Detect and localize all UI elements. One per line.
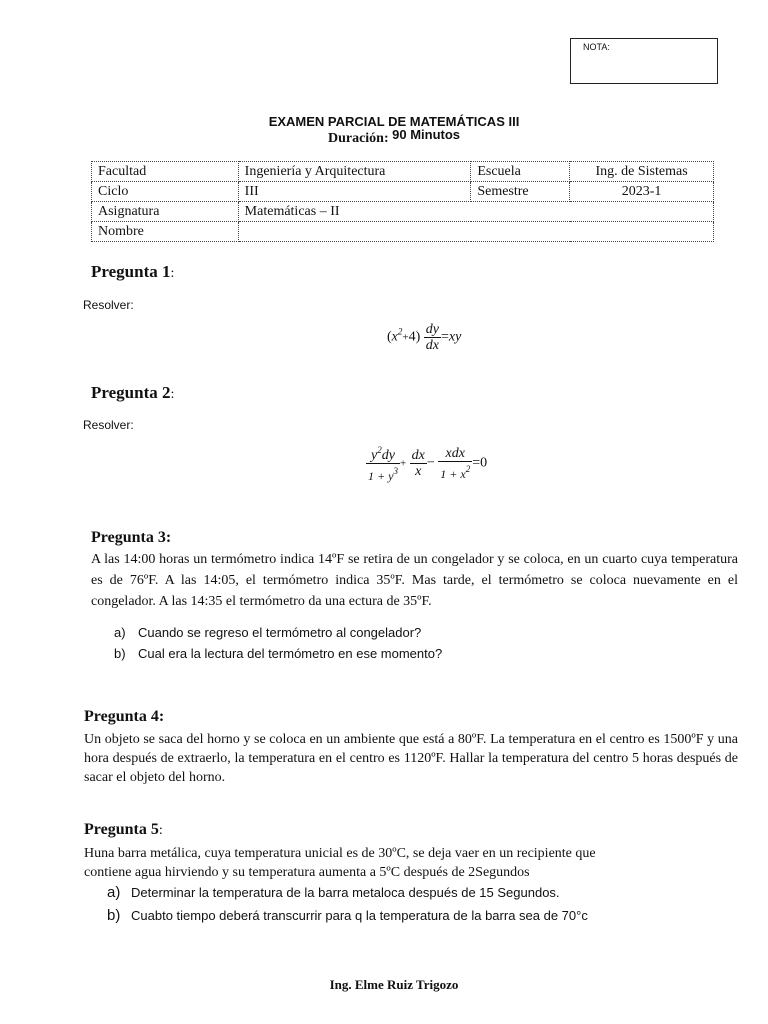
- table-cell: 2023-1: [570, 182, 714, 202]
- question-2-title-text: Pregunta 2: [91, 383, 171, 402]
- eq-numerator: [366, 443, 400, 464]
- question-3-title: Pregunta 3:: [91, 529, 172, 546]
- question-5-item-a: [107, 884, 560, 901]
- question-4-title: Pregunta 4:: [84, 708, 165, 725]
- question-3-text: A las 14:00 horas un termómetro indica 14ºF se retira de un congelador y se coloca, en un cuarto cuya temperatura es de 76ºF. A las 14:05, el termómetro indica 35ºF. Mas tarde, el termómetro se coloca nuevamente en el congelador. A las 14:35 el termómetro da una ectura de 35ºF.: [91, 552, 738, 609]
- table-cell: Matemáticas – II: [238, 202, 713, 222]
- eq-numerator: dy: [425, 322, 439, 337]
- question-1-title-text: Pregunta 1: [91, 262, 171, 281]
- question-2-equation: [366, 443, 487, 484]
- exam-duration: [0, 127, 768, 147]
- item-label: a): [114, 625, 126, 640]
- eq-paren: (: [387, 329, 392, 345]
- table-cell: Ingeniería y Arquitectura: [238, 162, 471, 182]
- grade-label: [583, 42, 610, 52]
- question-1-equation: [387, 322, 461, 353]
- table-cell: Nombre: [92, 222, 239, 242]
- table-cell: Asignatura: [92, 202, 239, 222]
- item-text: Cuando se regreso el termómetro al congelador?: [138, 625, 422, 640]
- question-5-text-line-2: contiene agua hirviendo y su temperatura aumenta a 5ºC después de 2Segundos: [84, 865, 530, 880]
- eq-numerator: xdx: [438, 446, 472, 462]
- question-2-title-colon: :: [170, 387, 175, 402]
- table-row: [92, 222, 714, 242]
- table-cell: Semestre: [471, 182, 570, 202]
- duration-value: 90 Minutos: [392, 127, 461, 142]
- item-label: a): [107, 884, 121, 901]
- eq-term: xy: [448, 329, 462, 345]
- exam-title: EXAMEN PARCIAL DE MATEMÁTICAS III: [268, 114, 520, 129]
- eq-operator: +: [399, 457, 407, 470]
- item-text: Determinar la temperatura de la barra metaloca después de 15 Segundos.: [131, 885, 560, 900]
- question-2-instruction: Resolver:: [83, 418, 134, 432]
- eq-term: 1 + y: [368, 469, 394, 483]
- student-info-table: [91, 161, 714, 242]
- teacher-signature: Ing. Elme Ruiz Trigozo: [329, 977, 459, 992]
- eq-term: 4: [408, 329, 416, 345]
- item-text: Cuabto tiempo deberá transcurrir para q la temperatura de la barra sea de 70°c: [131, 908, 588, 923]
- table-cell: Ing. de Sistemas: [570, 162, 714, 182]
- question-5-text-line-1: Huna barra metálica, cuya temperatura unicial es de 30ºC, se deja vaer en un recipiente que: [84, 846, 596, 861]
- question-5-title-colon: :: [158, 823, 163, 838]
- grade-label-text: NOTA: [583, 42, 608, 52]
- question-5-title: [84, 821, 163, 839]
- eq-fraction: [438, 446, 472, 482]
- eq-denominator: [438, 462, 472, 482]
- eq-exponent: 2: [397, 326, 403, 337]
- duration-label: Duración:: [327, 131, 389, 146]
- table-cell: Ciclo: [92, 182, 239, 202]
- eq-term: y: [371, 448, 378, 463]
- question-3-item-a: [114, 625, 421, 640]
- eq-denominator: dx: [425, 338, 439, 353]
- eq-exponent: 3: [393, 466, 398, 476]
- eq-fraction: [424, 322, 441, 353]
- eq-denominator: [366, 464, 400, 484]
- question-2-title: [91, 383, 174, 403]
- eq-term: dy: [381, 448, 395, 463]
- eq-denominator: x: [415, 464, 422, 479]
- item-text: Cual era la lectura del termómetro en ese momento?: [138, 646, 443, 661]
- eq-term: 1 + x: [440, 466, 466, 481]
- table-cell: Facultad: [92, 162, 239, 182]
- eq-term: =0: [472, 455, 488, 471]
- table-row: [92, 202, 714, 222]
- grade-label-colon: :: [607, 42, 610, 52]
- eq-exponent: 2: [377, 445, 382, 455]
- question-5-title-text: Pregunta 5: [84, 821, 159, 838]
- eq-fraction: [410, 448, 427, 479]
- eq-exponent: 2: [465, 463, 471, 474]
- table-cell: III: [238, 182, 471, 202]
- eq-numerator: dx: [411, 448, 425, 463]
- eq-operator: +: [402, 331, 409, 344]
- question-4-text: Un objeto se saca del horno y se coloca en un ambiente que está a 80ºF. La temperatura en el centro es 1500ºF y una hora después de extraerlo, la temperatura en el centro es 1120ºF. Hallar la temperatura del centro 5 horas después de sacar el objeto del horno.: [84, 732, 738, 785]
- question-5-item-b: [107, 907, 588, 924]
- question-1-title: [91, 262, 174, 282]
- eq-paren: ): [415, 329, 421, 345]
- item-label: b): [114, 646, 126, 661]
- question-1-instruction: Resolver:: [83, 298, 134, 312]
- eq-operator: −: [426, 455, 435, 471]
- table-row: [92, 162, 714, 182]
- eq-fraction: [366, 443, 400, 484]
- eq-operator: =: [441, 329, 449, 345]
- eq-term: x: [391, 329, 398, 345]
- question-1-title-colon: :: [170, 266, 175, 281]
- student-name-field[interactable]: [238, 222, 713, 242]
- table-row: [92, 182, 714, 202]
- item-label: b): [107, 907, 121, 924]
- question-3-item-b: [114, 646, 442, 661]
- table-cell: Escuela: [471, 162, 570, 182]
- grade-box: [570, 38, 718, 84]
